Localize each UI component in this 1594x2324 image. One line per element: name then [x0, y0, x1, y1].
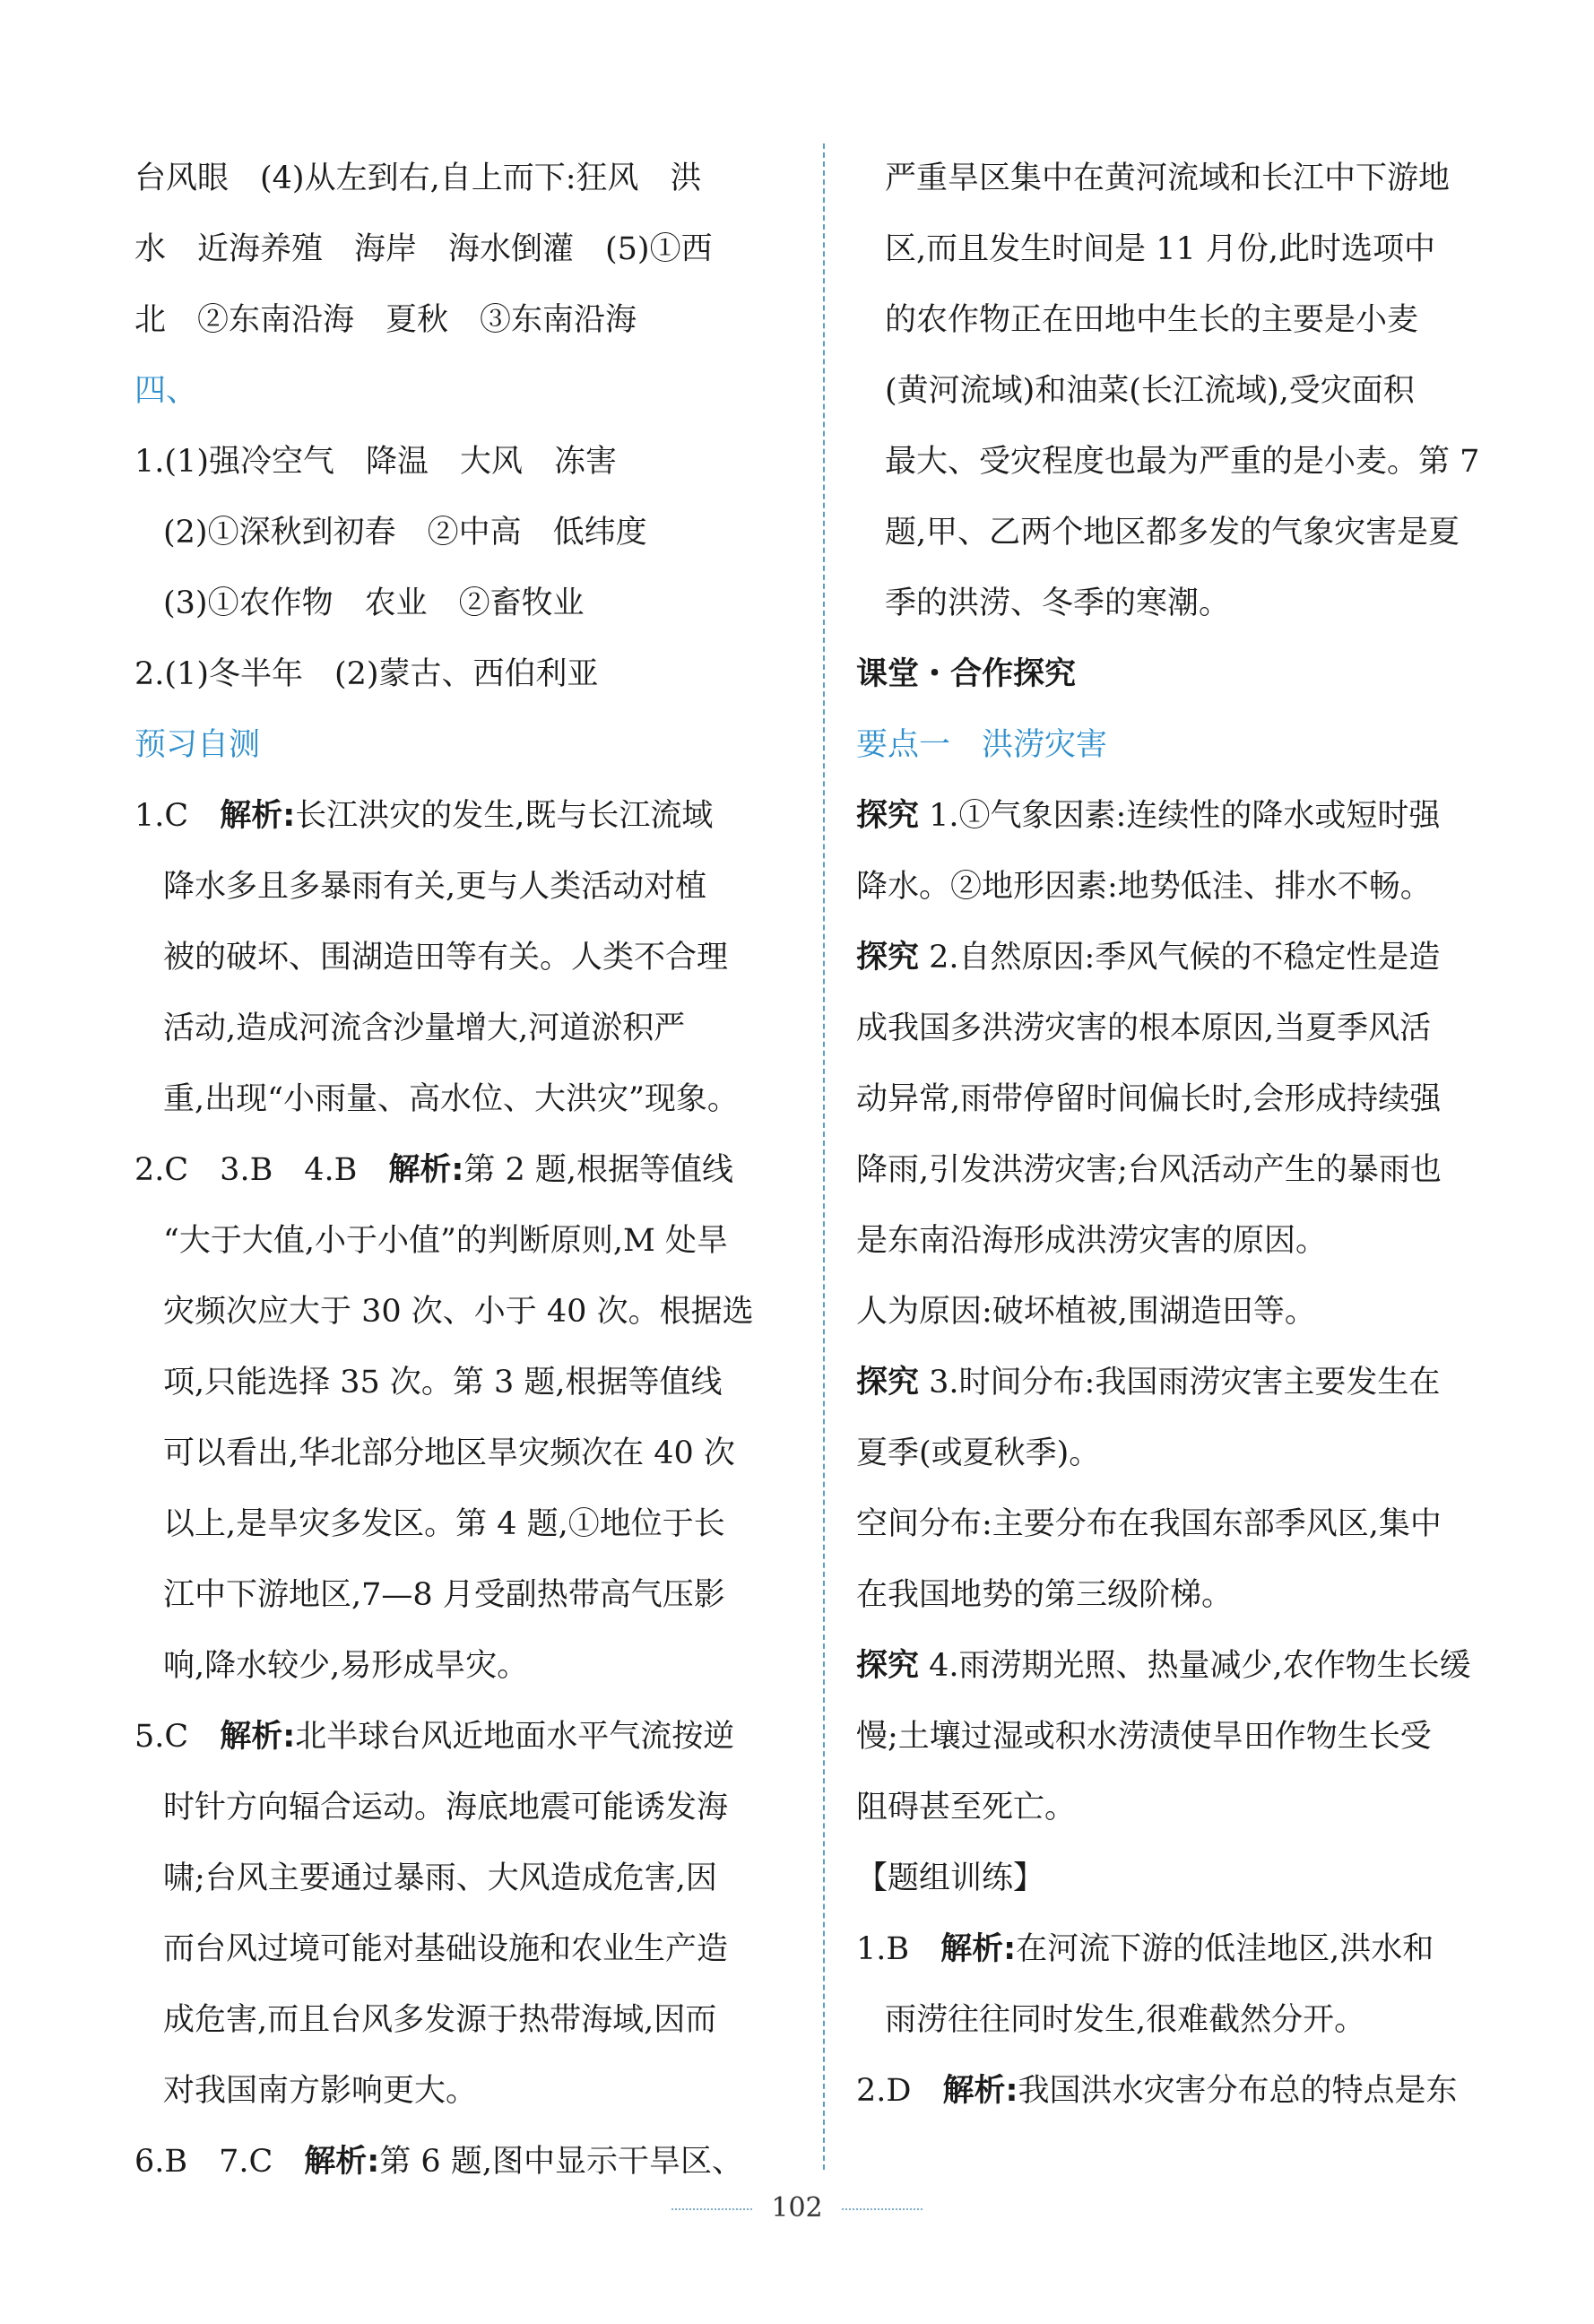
text-line: (2)①深秋到初春 ②中高 低纬度 — [163, 515, 647, 551]
label-bold: 探究 — [856, 798, 920, 834]
text-line — [856, 1348, 1515, 1418]
left-column — [134, 143, 793, 2198]
text-line: 活动,造成河流含沙量增大,河道淤积严 — [163, 1010, 686, 1046]
text-line: 降雨,引发洪涝灾害;台风活动产生的暴雨也 — [856, 1152, 1442, 1188]
text-line — [856, 1914, 1515, 1985]
text-line: 严重旱区集中在黄河流域和长江中下游地 — [885, 160, 1451, 196]
label-bold: 解析: — [388, 1152, 464, 1188]
text-line: 区,而且发生时间是 11 月份,此时选项中 — [885, 231, 1436, 267]
text-line: 的农作物正在田地中生长的主要是小麦 — [885, 302, 1419, 338]
column-divider — [823, 143, 825, 2170]
text-line: 被的破坏、围湖造田等有关。人类不合理 — [163, 940, 729, 976]
text-line: 水 近海养殖 海岸 海水倒灌 (5)①西 — [134, 231, 713, 267]
text-line: 台风眼 (4)从左到右,自上而下:狂风 洪 — [134, 160, 702, 196]
text-line: 慢;土壤过湿或积水涝渍使旱田作物生长受 — [856, 1719, 1432, 1755]
line-text: 北半球台风近地面水平气流按逆 — [295, 1719, 735, 1755]
text-line: (黄河流域)和油菜(长江流域),受灾面积 — [885, 373, 1415, 409]
page-footer — [0, 2192, 1594, 2224]
label-bold: 探究 — [856, 1648, 920, 1684]
text-line — [856, 781, 1515, 852]
line-text: 长江洪灾的发生,既与长江流域 — [295, 798, 714, 834]
text-line: 江中下游地区,7—8 月受副热带高气压影 — [163, 1577, 725, 1613]
text-line: 【题组训练】 — [856, 1860, 1045, 1896]
text-line: 雨涝往往同时发生,很难截然分开。 — [885, 2002, 1366, 2038]
page-number: 102 — [771, 2192, 823, 2224]
text-line: 北 ②东南沿海 夏秋 ③东南沿海 — [134, 302, 637, 338]
text-line: 在我国地势的第三级阶梯。 — [856, 1577, 1234, 1613]
answer-key: 2.D — [856, 2073, 943, 2109]
text-line: 而台风过境可能对基础设施和农业生产造 — [163, 1931, 729, 1967]
text-line — [134, 1135, 793, 1206]
text-line: 可以看出,华北部分地区旱灾频次在 40 次 — [163, 1435, 735, 1471]
text-line: 最大、受灾程度也最为严重的是小麦。第 7 — [885, 444, 1480, 480]
answer-key: 1.B — [856, 1931, 941, 1967]
label-bold: 解析: — [942, 2073, 1018, 2109]
label-bold: 探究 — [856, 940, 920, 976]
text-line: 预习自测 — [134, 727, 261, 763]
text-line: (3)①农作物 农业 ②畜牧业 — [163, 585, 585, 621]
text-line: 2.(1)冬半年 (2)蒙古、西伯利亚 — [134, 656, 599, 692]
text-line: 时针方向辐合运动。海底地震可能诱发海 — [163, 1790, 729, 1825]
line-text: 第 6 题,图中显示干旱区、 — [379, 2144, 743, 2180]
footer-ornament-left — [671, 2208, 752, 2210]
label-bold: 解析: — [220, 798, 296, 834]
label-bold: 探究 — [856, 1365, 920, 1400]
line-text: 1.①气象因素:连续性的降水或短时强 — [919, 798, 1441, 834]
text-line: 降水。②地形因素:地势低洼、排水不畅。 — [856, 869, 1432, 905]
text-line: 成我国多洪涝灾害的根本原因,当夏季风活 — [856, 1010, 1432, 1046]
text-line: “大于大值,小于小值”的判断原则,M 处旱 — [163, 1223, 729, 1259]
text-line — [856, 2056, 1515, 2127]
label-bold: 解析: — [304, 2144, 380, 2180]
footer-ornament-right — [842, 2208, 923, 2210]
text-line: 降水多且多暴雨有关,更与人类活动对植 — [163, 869, 707, 905]
line-text: 4.雨涝期光照、热量减少,农作物生长缓 — [919, 1648, 1471, 1684]
text-line: 季的洪涝、冬季的寒潮。 — [885, 585, 1231, 621]
text-line: 人为原因:破坏植被,围湖造田等。 — [856, 1294, 1316, 1330]
line-text: 3.时间分布:我国雨涝灾害主要发生在 — [919, 1365, 1441, 1400]
line-text: 我国洪水灾害分布总的特点是东 — [1018, 2073, 1458, 2109]
line-text: 第 2 题,根据等值线 — [463, 1152, 734, 1188]
text-line: 啸;台风主要通过暴雨、大风造成危害,因 — [163, 1860, 717, 1896]
text-line — [134, 1702, 793, 1773]
answer-key: 5.C — [134, 1719, 221, 1755]
label-bold: 解析: — [940, 1931, 1017, 1967]
text-line: 重,出现“小雨量、高水位、大洪灾”现象。 — [163, 1081, 739, 1117]
text-line: 成危害,而且台风多发源于热带海域,因而 — [163, 2002, 717, 2038]
text-line — [856, 1631, 1515, 1702]
text-line: 空间分布:主要分布在我国东部季风区,集中 — [856, 1506, 1442, 1542]
text-line: 灾频次应大于 30 次、小于 40 次。根据选 — [163, 1294, 754, 1330]
text-line: 动异常,雨带停留时间偏长时,会形成持续强 — [856, 1081, 1442, 1117]
text-line: 对我国南方影响更大。 — [163, 2073, 478, 2109]
text-line — [856, 923, 1515, 993]
text-line — [134, 781, 793, 852]
text-line: 1.(1)强冷空气 降温 大风 冻害 — [134, 444, 617, 480]
text-line: 响,降水较少,易形成旱灾。 — [163, 1648, 529, 1684]
text-line — [134, 2127, 793, 2198]
text-line: 题,甲、乙两个地区都多发的气象灾害是夏 — [885, 515, 1460, 551]
text-line: 阻碍甚至死亡。 — [856, 1790, 1077, 1825]
text-line: 四、 — [134, 373, 198, 409]
line-text: 2.自然原因:季风气候的不稳定性是造 — [919, 940, 1441, 976]
text-line: 以上,是旱灾多发区。第 4 题,①地位于长 — [163, 1506, 725, 1542]
label-bold: 解析: — [220, 1719, 296, 1755]
answer-key: 1.C — [134, 798, 221, 834]
line-text: 在河流下游的低洼地区,洪水和 — [1016, 1931, 1434, 1967]
answer-key: 6.B 7.C — [134, 2144, 305, 2180]
right-column — [856, 143, 1515, 2127]
answer-key: 2.C 3.B 4.B — [134, 1152, 389, 1188]
text-line: 要点一 洪涝灾害 — [856, 727, 1108, 763]
text-line: 夏季(或夏秋季)。 — [856, 1435, 1101, 1471]
text-line: 项,只能选择 35 次。第 3 题,根据等值线 — [163, 1365, 723, 1400]
text-line: 课堂・合作探究 — [856, 656, 1077, 692]
text-line: 是东南沿海形成洪涝灾害的原因。 — [856, 1223, 1328, 1259]
